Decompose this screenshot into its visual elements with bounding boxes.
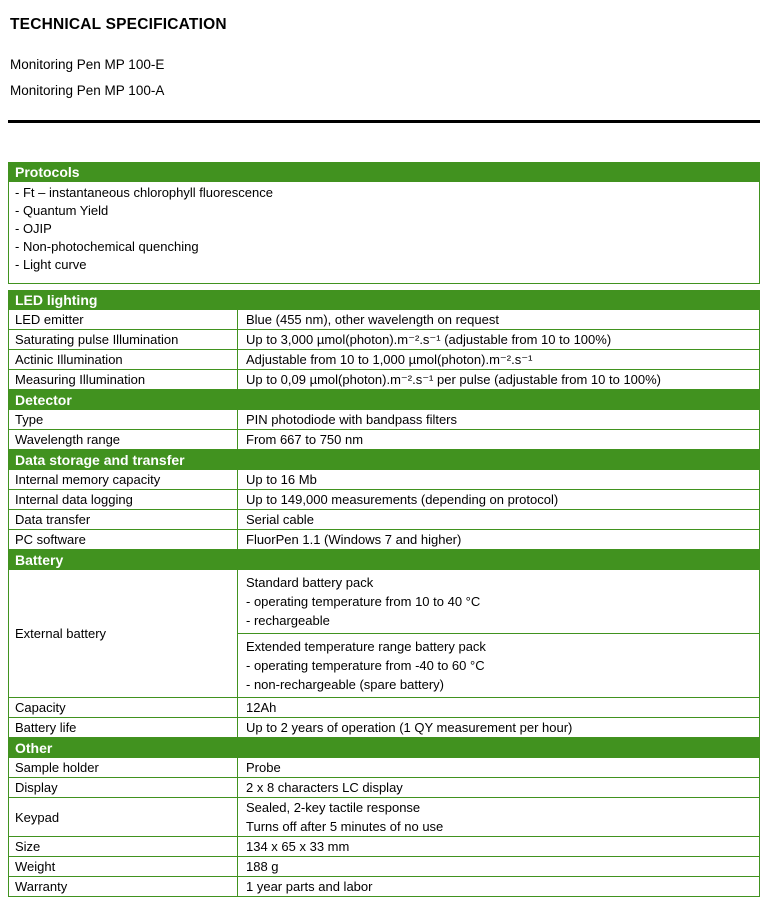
row-label: PC software	[9, 530, 238, 549]
section-header: Other	[8, 738, 760, 758]
row-value: Up to 0,09 µmol(photon).m⁻².s⁻¹ per pulse (adjustable from 10 to 100%)	[246, 372, 662, 387]
page-title: TECHNICAL SPECIFICATION	[10, 16, 227, 33]
section-protocols	[8, 162, 760, 284]
product-name-line: Monitoring Pen MP 100-A	[10, 83, 165, 98]
row-value: FluorPen 1.1 (Windows 7 and higher)	[246, 532, 462, 547]
pack-line: - rechargeable	[246, 613, 330, 628]
list-item: - Non-photochemical quenching	[15, 239, 199, 254]
section-led-lighting	[8, 290, 760, 390]
row-label: Saturating pulse Illumination	[9, 330, 238, 349]
row-value-multiline	[238, 798, 759, 836]
pack-line: - non-rechargeable (spare battery)	[246, 677, 444, 692]
row-value: Up to 2 years of operation (1 QY measurement per hour)	[246, 720, 573, 735]
spec-row	[8, 410, 760, 430]
spec-row	[8, 350, 760, 370]
row-label: Wavelength range	[9, 430, 238, 449]
spec-row	[8, 330, 760, 350]
row-value: Serial cable	[246, 512, 314, 527]
spec-row	[8, 310, 760, 330]
row-label: Battery life	[9, 718, 238, 737]
row-value: 1 year parts and labor	[246, 879, 373, 894]
spec-row	[8, 470, 760, 490]
spec-row	[8, 490, 760, 510]
pack-line: - operating temperature from -40 to 60 °C	[246, 658, 485, 673]
spec-row	[8, 698, 760, 718]
row-value: 12Ah	[246, 700, 277, 715]
section-battery	[8, 550, 760, 738]
row-value: 134 x 65 x 33 mm	[246, 839, 350, 854]
spec-row	[8, 718, 760, 738]
value-line: Sealed, 2-key tactile response	[246, 800, 421, 815]
list-item: - Quantum Yield	[15, 203, 109, 218]
row-label: Sample holder	[9, 758, 238, 777]
row-label: Type	[9, 410, 238, 429]
pack-line: Extended temperature range battery pack	[246, 639, 486, 654]
spec-row	[8, 837, 760, 857]
row-label: Size	[9, 837, 238, 856]
row-value: Up to 16 Mb	[246, 472, 317, 487]
value-line: Turns off after 5 minutes of no use	[246, 819, 444, 834]
pack-line: Standard battery pack	[246, 575, 374, 590]
spec-row	[8, 877, 760, 897]
product-names	[0, 52, 768, 104]
row-value: 2 x 8 characters LC display	[246, 780, 403, 795]
spec-row	[8, 530, 760, 550]
row-value: Blue (455 nm), other wavelength on request	[246, 312, 499, 327]
row-value: From 667 to 750 nm	[246, 432, 364, 447]
row-label: Measuring Illumination	[9, 370, 238, 389]
spec-row	[8, 510, 760, 530]
battery-pack-column	[238, 570, 759, 697]
row-label: Keypad	[9, 798, 238, 836]
row-value: Up to 3,000 µmol(photon).m⁻².s⁻¹ (adjustable from 10 to 100%)	[246, 332, 612, 347]
row-value: Adjustable from 10 to 1,000 µmol(photon).m⁻².s⁻¹	[246, 352, 533, 367]
battery-pack-extended	[238, 633, 759, 697]
row-label: Warranty	[9, 877, 238, 896]
row-label: LED emitter	[9, 310, 238, 329]
list-item: - Ft – instantaneous chlorophyll fluorescence	[15, 185, 273, 200]
row-label: Internal data logging	[9, 490, 238, 509]
battery-pack-standard	[238, 570, 759, 633]
row-label: Display	[9, 778, 238, 797]
section-data-storage	[8, 450, 760, 550]
row-value: 188 g	[246, 859, 279, 874]
row-value: Up to 149,000 measurements (depending on protocol)	[246, 492, 559, 507]
spec-row	[8, 778, 760, 798]
list-item: - OJIP	[15, 221, 52, 236]
section-header: Detector	[8, 390, 760, 410]
pack-line: - operating temperature from 10 to 40 °C	[246, 594, 481, 609]
product-name-line: Monitoring Pen MP 100-E	[10, 57, 165, 72]
spec-tables	[8, 162, 760, 897]
section-header: Battery	[8, 550, 760, 570]
row-label: Weight	[9, 857, 238, 876]
spec-row-external-battery	[8, 570, 760, 698]
section-detector	[8, 390, 760, 450]
row-value: Probe	[246, 760, 281, 775]
row-label: External battery	[9, 570, 238, 697]
protocols-list	[8, 182, 760, 284]
spec-row	[8, 758, 760, 778]
section-header: Protocols	[8, 162, 760, 182]
row-value: PIN photodiode with bandpass filters	[246, 412, 458, 427]
section-other	[8, 738, 760, 897]
row-label: Actinic Illumination	[9, 350, 238, 369]
spec-row	[8, 430, 760, 450]
spec-row	[8, 370, 760, 390]
row-label: Internal memory capacity	[9, 470, 238, 489]
section-header: Data storage and transfer	[8, 450, 760, 470]
spec-row-keypad	[8, 798, 760, 837]
horizontal-rule	[8, 120, 760, 123]
row-label: Capacity	[9, 698, 238, 717]
spec-row	[8, 857, 760, 877]
section-header: LED lighting	[8, 290, 760, 310]
list-item: - Light curve	[15, 257, 87, 272]
row-label: Data transfer	[9, 510, 238, 529]
